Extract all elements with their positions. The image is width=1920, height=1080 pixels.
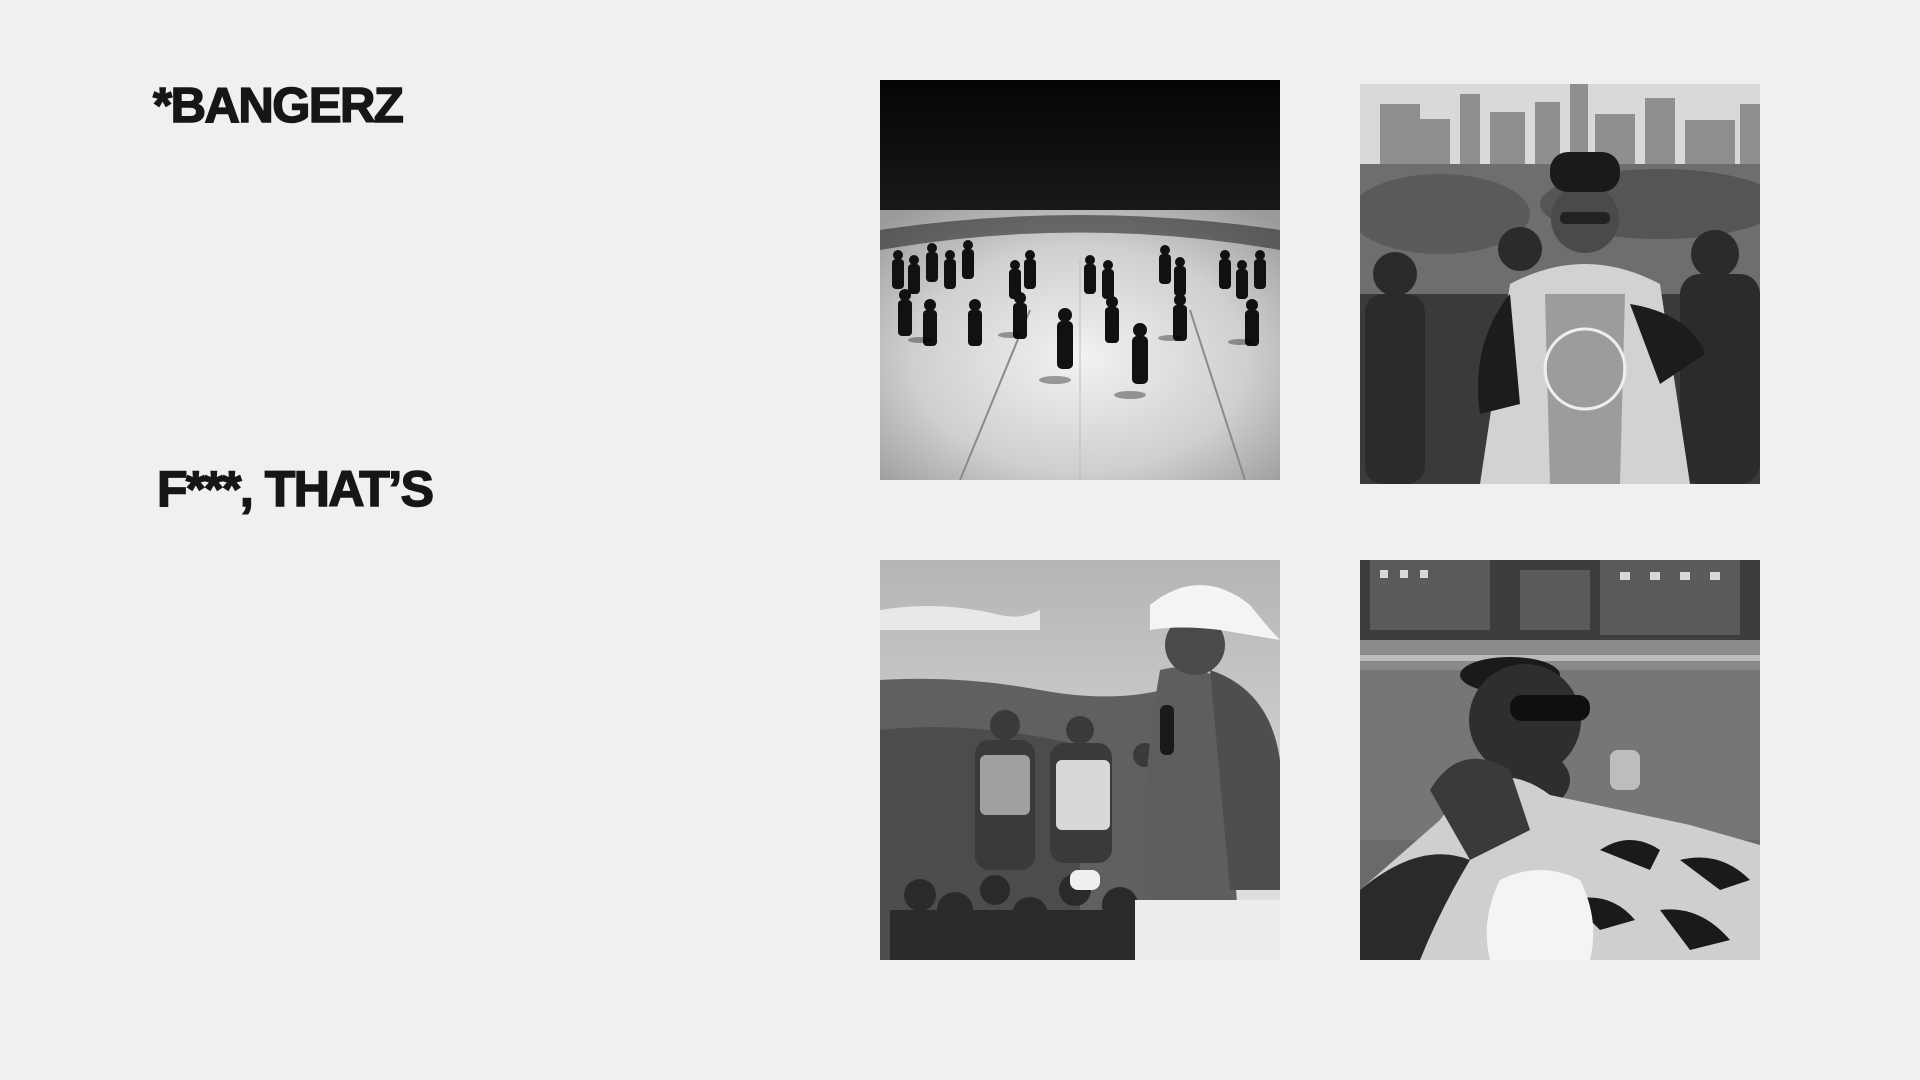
page-headline: F***, THAT’S xyxy=(157,461,433,517)
gallery-image-rooftop-group xyxy=(1360,84,1760,484)
gallery-image-hillside-performance xyxy=(880,560,1280,960)
logo[interactable]: *BANGERZ xyxy=(153,79,403,133)
gallery-image-waterfront-sunglasses xyxy=(1360,560,1760,960)
gallery-image-crowd-dance xyxy=(880,80,1280,480)
